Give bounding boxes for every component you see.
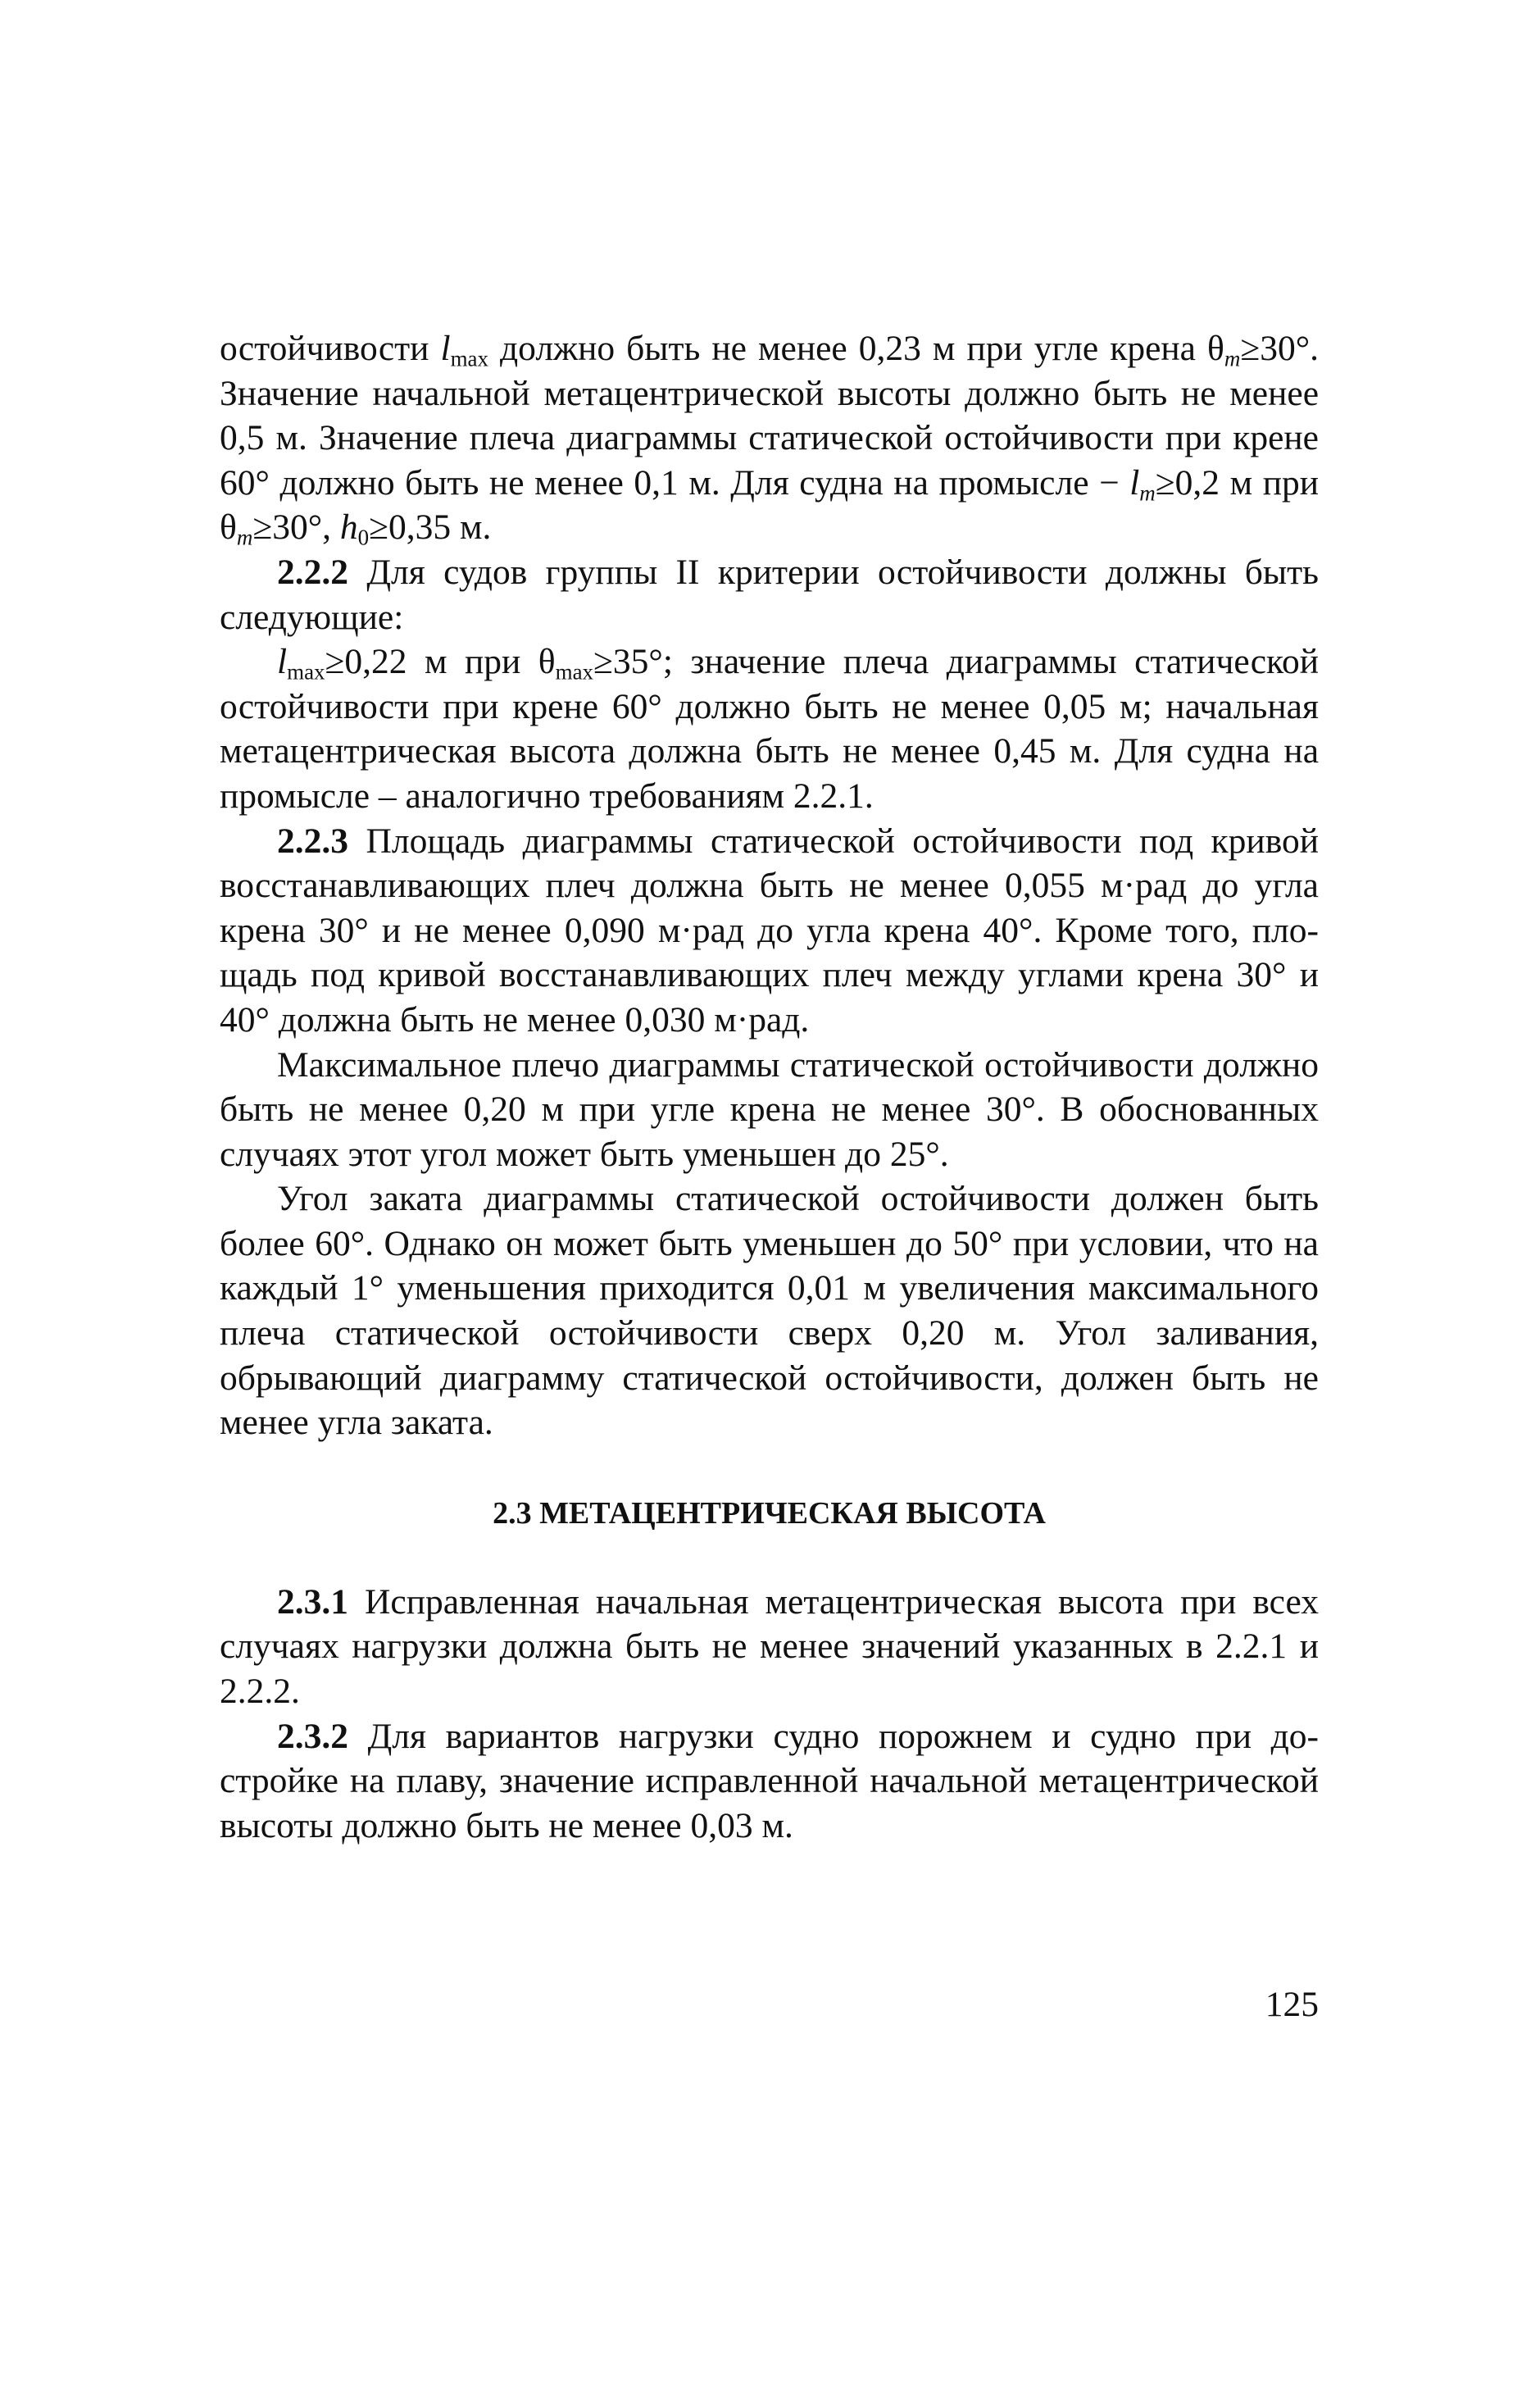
section-number: 2.2.2 xyxy=(277,552,348,592)
paragraph-2-2-2: 2.2.2 Для судов группы II критерии остойчивости должны быть следующие: xyxy=(220,552,1319,637)
section-number: 2.3.1 xyxy=(277,1581,348,1622)
paragraph-2-3-1: 2.3.1 Исправленная начальная метацентрическая высота при всех случаях нагрузки должна быть не менее значений указанных в 2.2.1 и 2.2.2. xyxy=(220,1581,1319,1712)
section-number: 2.2.3 xyxy=(277,821,348,861)
paragraph-vanishing-angle: Угол заката диаграммы статической остойчивости должен быть более 60°. Однако он может быть уменьшен до 50° при условии, что на каждый 1° уменьшения приходится 0,01 м увеличения максимального плеча статической остойчивости сверх 0,20 м. Угол заливания, обрывающий диаграмму статической остойчивости, должен быть не менее угла заката. xyxy=(220,1179,1319,1443)
paragraph-2-2-3: 2.2.3 Площадь диаграммы статической остойчивости под кривой восстанавливающих плеч должна быть не менее 0,055 м·рад до угла крена 30° и не менее 0,090 м·рад до угла крена 40°. Кроме того, площадь под кривой восстанавливающих плеч между углами крена 30° и 40° должна быть не менее 0,030 м·рад. xyxy=(220,821,1319,1040)
section-heading: 2.3 МЕТАЦЕНТРИЧЕСКАЯ ВЫСОТА xyxy=(493,1495,1046,1531)
paragraph-2-3-2: 2.3.2 Для вариантов нагрузки судно порожнем и судно при достройке на плаву, значение исправленной начальной метацентрической высоты должно быть не менее 0,03 м. xyxy=(220,1716,1319,1845)
page-number: 125 xyxy=(1265,1985,1319,2024)
page-body xyxy=(220,326,1319,1848)
paragraph-max-arm: Максимальное плечо диаграммы статической остойчивости должно быть не менее 0,20 м при угле крена не менее 30°. В обоснованных случаях этот угол может быть уменьшен до 25°. xyxy=(220,1044,1319,1174)
section-number: 2.3.2 xyxy=(277,1716,348,1756)
paragraph-group-ii-criteria: $l_{max}\ge 0,22$ м при $\theta_{max}\ge 35^\circ$; значение плеча диаграммы статической остойчивости при крене 60° должно быть не менее 0,05 м; начальная метацентрическая высота должна быть не менее 0,45 м. Для судна на промысле – аналогично требованиям 2.2.1. xyxy=(220,642,1319,816)
paragraph-stability-continued: остойчивости $l_{max}$ должно быть не менее 0,23 м при угле крена $\theta_m\ge 30^\circ$. Значение начальной метацентрической высоты должно быть не менее 0,5 м. Значение плеча диаграммы статической остойчивости при крене 60° должно быть не менее 0,1 м. Для судна на промысле − $l_m\ge 0,2$ м при $\theta_m\ge 30^\circ$, $h_0\ge 0,35$ м. xyxy=(220,329,1319,550)
